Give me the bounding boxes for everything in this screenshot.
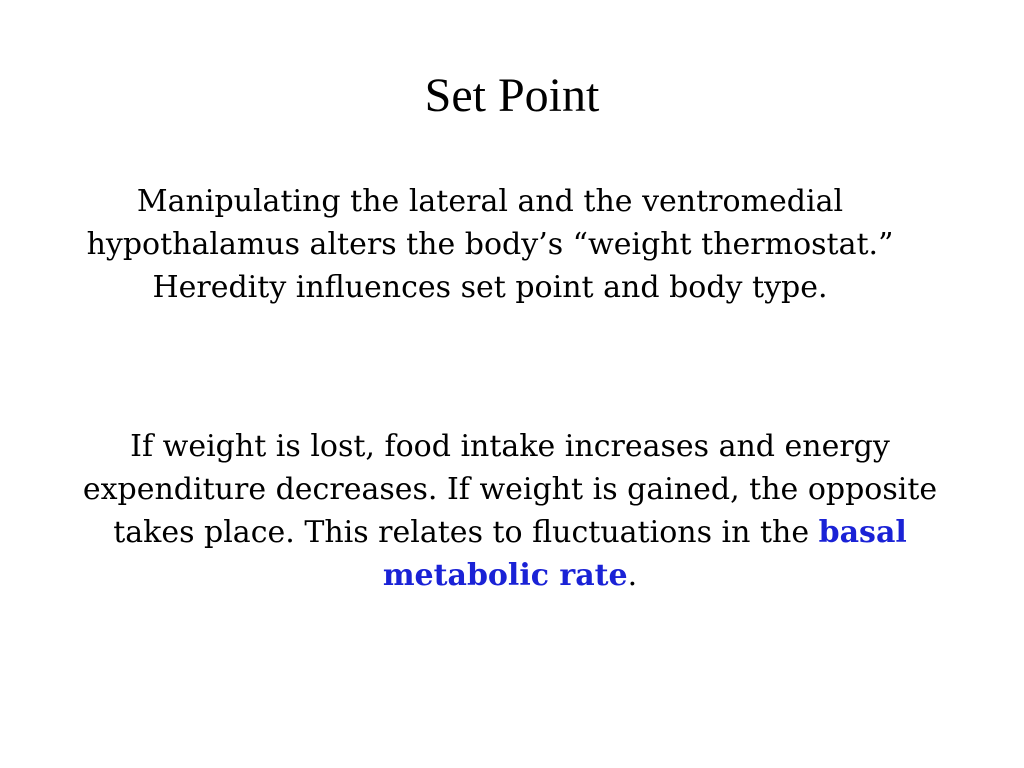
slide-title: Set Point (424, 69, 600, 122)
paragraph-text-after: . (627, 558, 638, 593)
paragraph-weight-change (80, 425, 940, 597)
paragraph-text-before: If weight is lost, food intake increases and energy expenditure decreases. If weight is gained, the opposite takes place. This relates to fluctuations in the (82, 429, 938, 550)
paragraph-set-point-hypothalamus: Manipulating the lateral and the ventromedial hypothalamus alters the body’s “weight thermostat.” Heredity influences set point and body type. (86, 184, 894, 305)
highlight-term: basal metabolic rate (382, 515, 907, 593)
